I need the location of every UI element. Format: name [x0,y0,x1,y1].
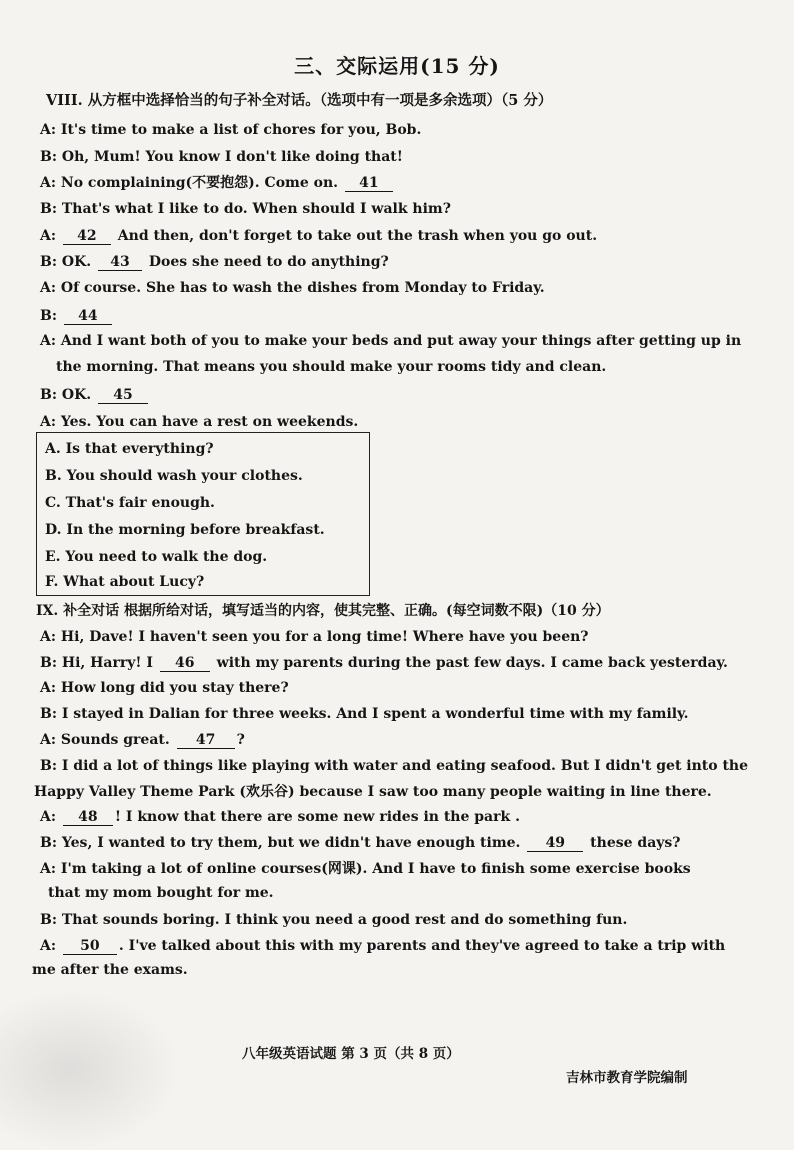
section8-heading: VIII. 从方框中选择恰当的句子补全对话。（选项中有一项是多余选项）（5 分） [46,92,553,109]
dialogue-line: A: 50 . I've talked about this with my parents and they've agreed to take a trip with [40,938,726,954]
options-box [36,432,370,596]
dialogue-line: B: I stayed in Dalian for three weeks. And I spent a wonderful time with my family. [40,706,689,722]
section-title: 三、交际运用(15 分) [294,54,500,78]
answer-blank-46[interactable]: 46 [160,656,210,672]
dialogue-line: B: Hi, Harry! I 46 with my parents during the past few days. I came back yesterday. [40,655,728,671]
answer-blank-44[interactable]: 44 [64,309,112,325]
dialogue-line: A: Yes. You can have a rest on weekends. [40,414,359,430]
dialogue-line: that my mom bought for me. [48,885,274,901]
dialogue-line: B: Yes, I wanted to try them, but we didn't have enough time. 49 these days? [40,835,681,851]
answer-blank-42[interactable]: 42 [63,229,111,245]
dialogue-line: B: 44 [40,307,760,325]
dialogue-line: Happy Valley Theme Park (欢乐谷) because I saw too many people waiting in line there. [34,784,712,800]
dialogue-line: A: Sounds great. 47 ? [40,732,245,748]
dialogue-line: A: It's time to make a list of chores for you, Bob. [40,122,422,138]
dialogue-line: A: Of course. She has to wash the dishes from Monday to Friday. [40,280,545,296]
dialogue-line: A: And I want both of you to make your beds and put away your things after getting up in [40,333,742,349]
dialogue-line: B: Oh, Mum! You know I don't like doing that! [40,149,403,165]
option-c: C. That's fair enough. [45,495,215,511]
answer-blank-43[interactable]: 43 [98,255,142,271]
section9-heading: IX. 补全对话 根据所给对话，填写适当的内容，使其完整、正确。(每空词数不限)（10 分） [36,603,610,619]
dialogue-line: A: How long did you stay there? [40,680,289,696]
dialogue-line: A: 42 And then, don't forget to take out the trash when you go out. [40,228,598,244]
page-number: 八年级英语试题 第 3 页（共 8 页） [242,1046,460,1062]
answer-blank-41[interactable]: 41 [345,176,393,192]
dialogue-line: B: OK. 43 Does she need to do anything? [40,254,389,270]
option-a: A. Is that everything? [45,441,214,457]
dialogue-line: B: I did a lot of things like playing with water and eating seafood. But I didn't get into the [40,758,749,774]
option-e: E. You need to walk the dog. [45,549,268,565]
dialogue-line: A: Hi, Dave! I haven't seen you for a long time! Where have you been? [40,629,589,645]
dialogue-line: B: OK. 45 [40,386,760,404]
answer-blank-48[interactable]: 48 [63,810,113,826]
dialogue-line: A: 48 ! I know that there are some new rides in the park . [40,809,520,825]
answer-blank-47[interactable]: 47 [177,733,235,749]
dialogue-line: me after the exams. [32,962,188,978]
option-b: B. You should wash your clothes. [45,468,303,484]
option-d: D. In the morning before breakfast. [45,522,325,538]
answer-blank-45[interactable]: 45 [98,388,148,404]
dialogue-line: A: No complaining(不要抱怨). Come on. 41 [40,174,760,192]
dialogue-line: B: That sounds boring. I think you need a good rest and do something fun. [40,912,628,928]
answer-blank-49[interactable]: 49 [527,836,583,852]
option-f: F. What about Lucy? [45,574,205,590]
publisher: 吉林市教育学院编制 [566,1070,688,1086]
scan-smudge [0,990,180,1150]
dialogue-line: A: I'm taking a lot of online courses(网课). And I have to finish some exercise books [40,861,691,877]
dialogue-line: the morning. That means you should make your rooms tidy and clean. [56,359,607,375]
dialogue-line: B: That's what I like to do. When should I walk him? [40,201,451,217]
answer-blank-50[interactable]: 50 [63,939,117,955]
